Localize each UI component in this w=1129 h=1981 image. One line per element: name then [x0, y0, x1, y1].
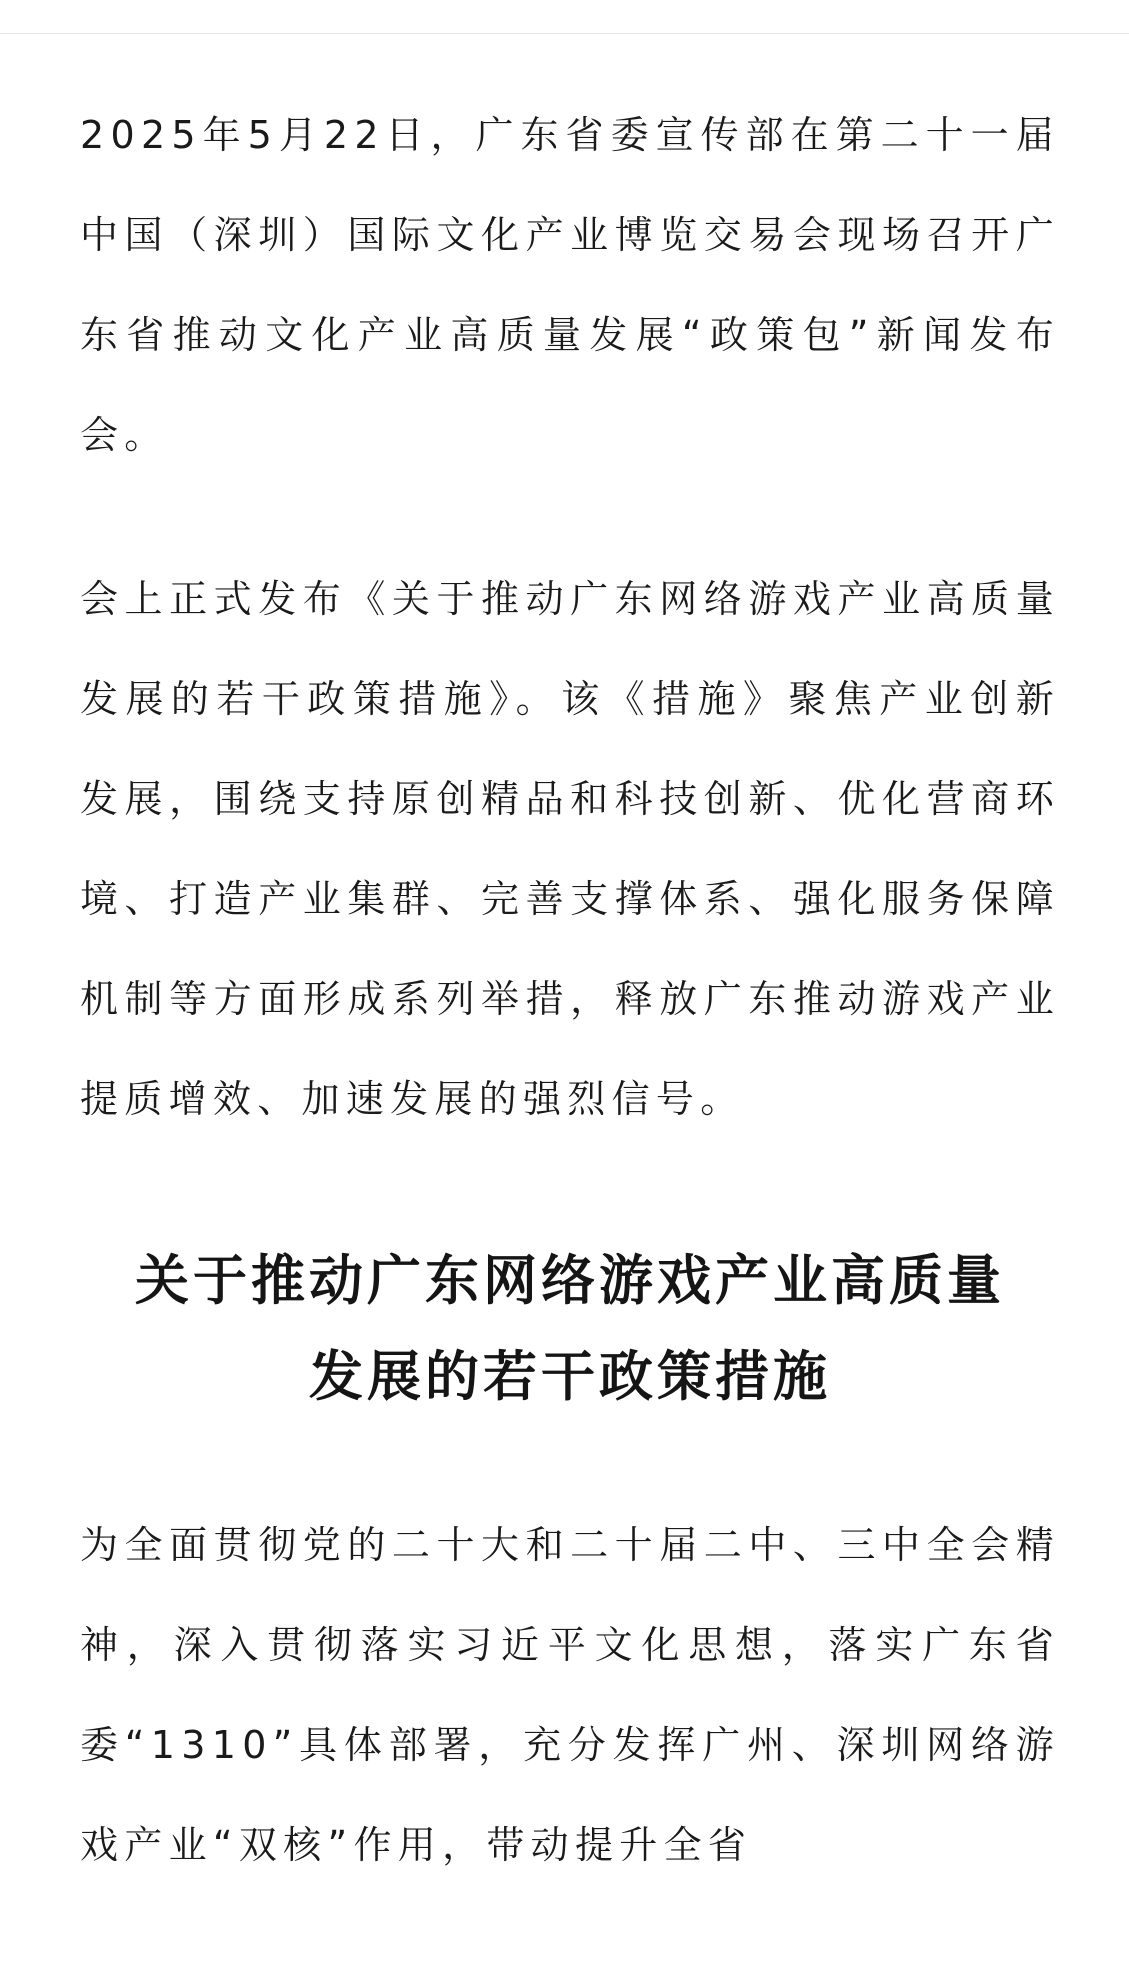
policy-paragraph: 为全面贯彻党的二十大和二十届二中、三中全会精神，深入贯彻落实习近平文化思想，落实广东省委“1310”具体部署，充分发挥广州、深圳网络游戏产业“双核”作用，带动提升全省 [80, 1523, 1060, 1867]
section-title-line-2: 发展的若干政策措施 [309, 1345, 831, 1408]
section-title-line-1: 关于推动广东网络游戏产业高质量 [135, 1249, 1005, 1312]
section-title [80, 1233, 1060, 1425]
paragraph-spacer [80, 1149, 1060, 1233]
top-divider [0, 33, 1129, 34]
paragraph-spacer [80, 1425, 1060, 1495]
article-body [80, 85, 1060, 1895]
paragraph-spacer [80, 485, 1060, 549]
intro-paragraph: 2025年5月22日，广东省委宣传部在第二十一届中国（深圳）国际文化产业博览交易会现场召开广东省推动文化产业高质量发展“政策包”新闻发布会。 [80, 113, 1060, 457]
release-paragraph: 会上正式发布《关于推动广东网络游戏产业高质量发展的若干政策措施》。该《措施》聚焦产业创新发展，围绕支持原创精品和科技创新、优化营商环境、打造产业集群、完善支撑体系、强化服务保障机制等方面形成系列举措，释放广东推动游戏产业提质增效、加速发展的强烈信号。 [80, 577, 1060, 1121]
